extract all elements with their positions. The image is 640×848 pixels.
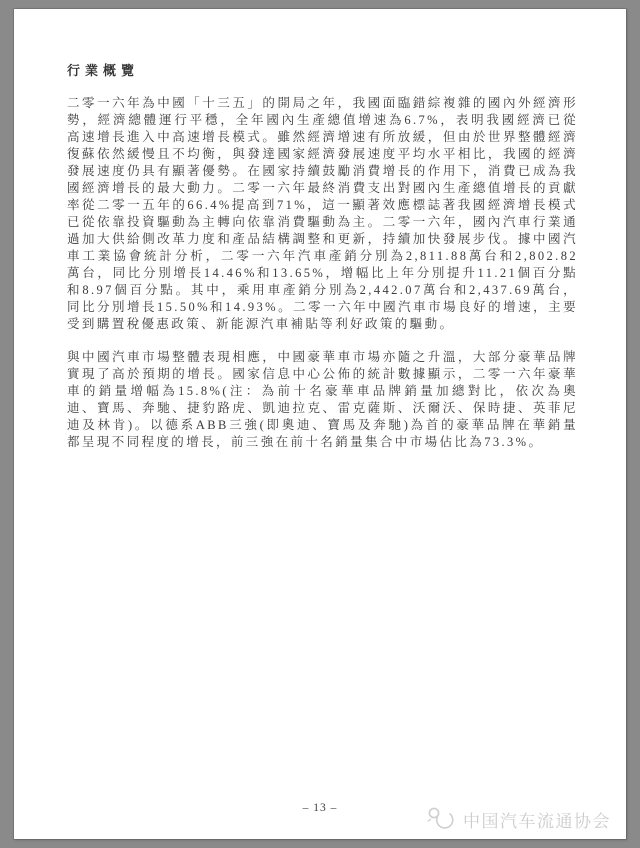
body-paragraph-1: 二零一六年為中國「十三五」的開局之年，我國面臨錯綜複雜的國內外經濟形勢，經濟總體運行平穩，全年國內生產總值增速為6.7%，表明我國經濟已從高速增長進入中高速增長模式。雖然經濟增速有所放緩，但由於世界整體經濟復蘇依然緩慢且不均衡，與發達國家經濟發展速度平均水平相比，我國的經濟發展速度仍具有顯著優勢。在國家持續鼓勵消費增長的作用下，消費已成為我國經濟增長的最大動力。二零一六年最終消費支出對國內生產總值增長的貢獻率從二零一五年的66.4%提高到71%，這一顯著效應標誌著我國經濟增長模式已從依靠投資驅動為主轉向依靠消費驅動為主。二零一六年，國內汽車行業通過加大供給側改革力度和產品結構調整和更新，持續加快發展步伐。據中國汽車工業協會統計分析，二零一六年汽車產銷分別為2,811.88萬台和2,802.82萬台，同比分別增長14.46%和13.65%，增幅比上年分別提升11.21個百分點和8.97個百分點。其中，乘用車產銷分別為2,442.07萬台和2,437.69萬台，同比分別增長15.50%和14.93%。二零一六年中國汽車市場良好的增速，主要受到購置稅優惠政策、新能源汽車補貼等利好政策的驅動。: [67, 96, 578, 331]
watermark: [425, 803, 611, 835]
section-title: 行業概覽: [67, 63, 140, 78]
document-body: [67, 95, 578, 451]
document-page: [14, 9, 626, 839]
body-paragraph-2: 與中國汽車市場整體表現相應，中國豪華車市場亦隨之升溫，大部分豪華品牌實現了高於預期的增長。國家信息中心公佈的統計數據顯示，二零一六年豪華車的銷量增幅為15.8%(注：為前十名豪華車品牌銷量加總對比，依次為奧迪、寶馬、奔馳、捷豹路虎、凱迪拉克、雷克薩斯、沃爾沃、保時捷、英菲尼迪及林肯)。以德系ABB三強(即奧迪、寶馬及奔馳)為首的豪華品牌在華銷量都呈現不同程度的增長，前三強在前十名銷量集合中市場佔比為73.3%。: [67, 350, 578, 449]
association-logo-icon: [425, 803, 457, 835]
page-number: – 13 –: [302, 802, 338, 814]
watermark-text: 中国汽车流通协会: [463, 811, 611, 831]
